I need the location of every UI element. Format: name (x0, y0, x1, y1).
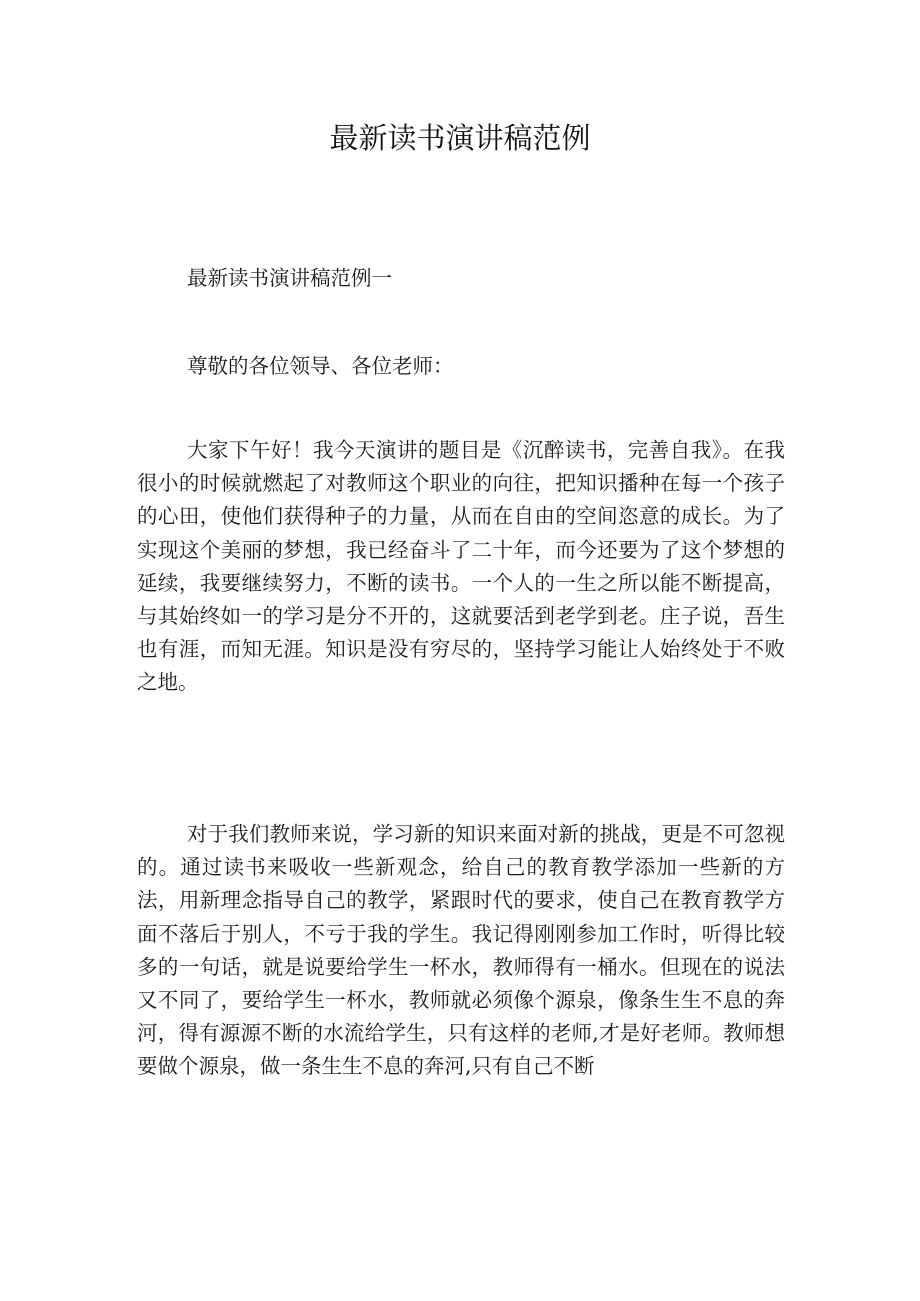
greeting-line: 尊敬的各位领导、各位老师： (187, 354, 454, 378)
body-paragraph-1: 大家下午好！我今天演讲的题目是《沉醉读书，完善自我》。在我很小的时候就燃起了对教师这个职业的向往，把知识播种在每一个孩子的心田，使他们获得种子的力量，从而在自由的空间恣意的成长。为了实现这个美丽的梦想，我已经奋斗了二十年，而今还要为了这个梦想的延续，我要继续努力，不断的读书。一个人的一生之所以能不断提高，与其始终如一的学习是分不开的，这就要活到老学到老。庄子说，吾生也有涯，而知无涯。知识是没有穷尽的，坚持学习能让人始终处于不败之地。 (137, 438, 785, 695)
section-heading: 最新读书演讲稿范例一 (187, 266, 392, 290)
document-title: 最新读书演讲稿范例 (329, 121, 591, 155)
body-paragraph-2: 对于我们教师来说，学习新的知识来面对新的挑战，更是不可忽视的。通过读书来吸收一些新观念，给自己的教育教学添加一些新的方法，用新理念指导自己的教学，紧跟时代的要求，使自己在教育教学方面不落后于别人，不亏于我的学生。我记得刚刚参加工作时，听得比较多的一句话，就是说要给学生一杯水，教师得有一桶水。但现在的说法又不同了，要给学生一杯水，教师就必须像个源泉，像条生生不息的奔河，得有源源不断的水流给学生，只有这样的老师,才是好老师。教师想要做个源泉，做一条生生不息的奔河,只有自己不断 (137, 822, 785, 1079)
